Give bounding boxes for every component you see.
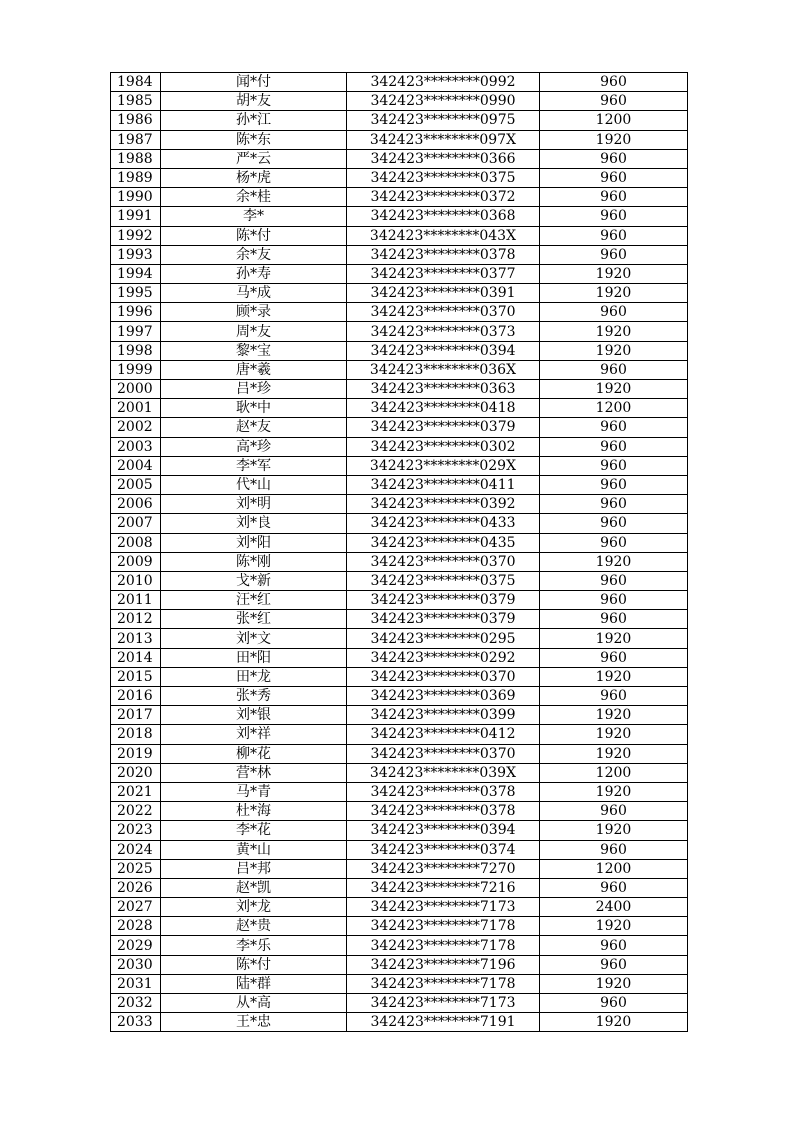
cell-name: 吕*邦 xyxy=(161,859,347,878)
cell-id-number: 342423********0992 xyxy=(347,73,540,92)
cell-name: 李*军 xyxy=(161,456,347,475)
cell-id-number: 342423********043X xyxy=(347,226,540,245)
table-row xyxy=(111,149,688,168)
cell-number: 2002 xyxy=(111,418,161,437)
cell-amount: 960 xyxy=(540,514,688,533)
cell-id-number: 342423********0418 xyxy=(347,399,540,418)
cell-number: 2026 xyxy=(111,878,161,897)
cell-id-number: 342423********0370 xyxy=(347,744,540,763)
table-row xyxy=(111,226,688,245)
cell-amount: 960 xyxy=(540,955,688,974)
table-row xyxy=(111,284,688,303)
cell-id-number: 342423********0379 xyxy=(347,610,540,629)
cell-name: 汪*红 xyxy=(161,591,347,610)
cell-number: 1998 xyxy=(111,341,161,360)
cell-amount: 1920 xyxy=(540,264,688,283)
table-row xyxy=(111,610,688,629)
table-row xyxy=(111,207,688,226)
cell-id-number: 342423********0292 xyxy=(347,648,540,667)
cell-name: 赵*凯 xyxy=(161,878,347,897)
cell-id-number: 342423********7196 xyxy=(347,955,540,974)
cell-name: 孙*江 xyxy=(161,111,347,130)
cell-id-number: 342423********0394 xyxy=(347,821,540,840)
cell-name: 李* xyxy=(161,207,347,226)
cell-number: 2033 xyxy=(111,1013,161,1032)
table-row xyxy=(111,687,688,706)
table-row xyxy=(111,360,688,379)
cell-amount: 960 xyxy=(540,456,688,475)
cell-number: 1994 xyxy=(111,264,161,283)
cell-number: 2001 xyxy=(111,399,161,418)
cell-id-number: 342423********0295 xyxy=(347,629,540,648)
cell-number: 2016 xyxy=(111,687,161,706)
cell-id-number: 342423********039X xyxy=(347,763,540,782)
cell-number: 2013 xyxy=(111,629,161,648)
cell-name: 孙*寿 xyxy=(161,264,347,283)
cell-id-number: 342423********0368 xyxy=(347,207,540,226)
cell-number: 2030 xyxy=(111,955,161,974)
cell-id-number: 342423********0370 xyxy=(347,667,540,686)
cell-amount: 960 xyxy=(540,802,688,821)
table-row xyxy=(111,629,688,648)
table-row xyxy=(111,1013,688,1032)
cell-number: 1991 xyxy=(111,207,161,226)
table-row xyxy=(111,111,688,130)
cell-name: 马*青 xyxy=(161,782,347,801)
table-row xyxy=(111,706,688,725)
cell-name: 刘*良 xyxy=(161,514,347,533)
cell-name: 黎*宝 xyxy=(161,341,347,360)
cell-amount: 1920 xyxy=(540,284,688,303)
cell-name: 田*阳 xyxy=(161,648,347,667)
cell-id-number: 342423********0372 xyxy=(347,188,540,207)
table-row xyxy=(111,303,688,322)
cell-id-number: 342423********0366 xyxy=(347,149,540,168)
cell-id-number: 342423********029X xyxy=(347,456,540,475)
cell-amount: 1920 xyxy=(540,322,688,341)
cell-amount: 1920 xyxy=(540,341,688,360)
table-row xyxy=(111,667,688,686)
cell-amount: 960 xyxy=(540,571,688,590)
table-row xyxy=(111,648,688,667)
cell-id-number: 342423********036X xyxy=(347,360,540,379)
cell-name: 余*友 xyxy=(161,245,347,264)
cell-number: 2032 xyxy=(111,994,161,1013)
cell-name: 张*红 xyxy=(161,610,347,629)
table-row xyxy=(111,917,688,936)
cell-number: 2010 xyxy=(111,571,161,590)
data-table xyxy=(110,72,688,1032)
cell-number: 2024 xyxy=(111,840,161,859)
cell-number: 2006 xyxy=(111,495,161,514)
cell-amount: 960 xyxy=(540,495,688,514)
table-row xyxy=(111,744,688,763)
cell-name: 陆*群 xyxy=(161,974,347,993)
cell-amount: 1920 xyxy=(540,782,688,801)
cell-amount: 960 xyxy=(540,687,688,706)
cell-id-number: 342423********0975 xyxy=(347,111,540,130)
cell-amount: 960 xyxy=(540,610,688,629)
cell-amount: 960 xyxy=(540,207,688,226)
cell-number: 1995 xyxy=(111,284,161,303)
cell-name: 顾*录 xyxy=(161,303,347,322)
table-row xyxy=(111,495,688,514)
cell-amount: 960 xyxy=(540,936,688,955)
cell-id-number: 342423********0377 xyxy=(347,264,540,283)
cell-id-number: 342423********0394 xyxy=(347,341,540,360)
cell-id-number: 342423********7178 xyxy=(347,974,540,993)
table-row xyxy=(111,591,688,610)
cell-amount: 1920 xyxy=(540,552,688,571)
cell-number: 2007 xyxy=(111,514,161,533)
cell-number: 1999 xyxy=(111,360,161,379)
cell-amount: 1920 xyxy=(540,667,688,686)
cell-id-number: 342423********0411 xyxy=(347,475,540,494)
cell-number: 2014 xyxy=(111,648,161,667)
cell-name: 刘*祥 xyxy=(161,725,347,744)
table-row xyxy=(111,782,688,801)
cell-amount: 1200 xyxy=(540,859,688,878)
table-row xyxy=(111,552,688,571)
table-row xyxy=(111,802,688,821)
cell-id-number: 342423********0375 xyxy=(347,571,540,590)
cell-name: 马*成 xyxy=(161,284,347,303)
table-row xyxy=(111,955,688,974)
cell-id-number: 342423********0392 xyxy=(347,495,540,514)
cell-name: 闻*付 xyxy=(161,73,347,92)
table-row xyxy=(111,130,688,149)
cell-number: 2011 xyxy=(111,591,161,610)
cell-id-number: 342423********7178 xyxy=(347,917,540,936)
cell-name: 从*高 xyxy=(161,994,347,1013)
cell-number: 2000 xyxy=(111,380,161,399)
cell-amount: 960 xyxy=(540,92,688,111)
cell-number: 2027 xyxy=(111,898,161,917)
table-row xyxy=(111,821,688,840)
cell-amount: 1920 xyxy=(540,744,688,763)
cell-name: 杜*海 xyxy=(161,802,347,821)
table-row xyxy=(111,188,688,207)
cell-id-number: 342423********0373 xyxy=(347,322,540,341)
cell-name: 黄*山 xyxy=(161,840,347,859)
cell-name: 唐*羲 xyxy=(161,360,347,379)
cell-amount: 960 xyxy=(540,245,688,264)
cell-number: 1984 xyxy=(111,73,161,92)
table-row xyxy=(111,514,688,533)
cell-id-number: 342423********7216 xyxy=(347,878,540,897)
cell-number: 1997 xyxy=(111,322,161,341)
table-row xyxy=(111,936,688,955)
cell-number: 2028 xyxy=(111,917,161,936)
cell-number: 2005 xyxy=(111,475,161,494)
cell-amount: 960 xyxy=(540,226,688,245)
cell-name: 严*云 xyxy=(161,149,347,168)
table-row xyxy=(111,994,688,1013)
table-row xyxy=(111,763,688,782)
cell-id-number: 342423********0370 xyxy=(347,552,540,571)
table-row xyxy=(111,859,688,878)
cell-number: 2031 xyxy=(111,974,161,993)
cell-amount: 1920 xyxy=(540,130,688,149)
cell-id-number: 342423********0378 xyxy=(347,245,540,264)
cell-id-number: 342423********7173 xyxy=(347,898,540,917)
cell-id-number: 342423********0391 xyxy=(347,284,540,303)
cell-amount: 960 xyxy=(540,878,688,897)
cell-name: 刘*龙 xyxy=(161,898,347,917)
cell-number: 2017 xyxy=(111,706,161,725)
table-row xyxy=(111,878,688,897)
cell-amount: 1920 xyxy=(540,380,688,399)
table-row xyxy=(111,533,688,552)
cell-number: 2008 xyxy=(111,533,161,552)
cell-id-number: 342423********0433 xyxy=(347,514,540,533)
cell-name: 高*珍 xyxy=(161,437,347,456)
cell-id-number: 342423********0378 xyxy=(347,802,540,821)
cell-id-number: 342423********0378 xyxy=(347,782,540,801)
cell-amount: 1920 xyxy=(540,1013,688,1032)
cell-name: 陈*付 xyxy=(161,226,347,245)
table-row xyxy=(111,475,688,494)
cell-name: 赵*贵 xyxy=(161,917,347,936)
cell-amount: 960 xyxy=(540,475,688,494)
cell-name: 柳*花 xyxy=(161,744,347,763)
cell-id-number: 342423********0379 xyxy=(347,591,540,610)
cell-id-number: 342423********0363 xyxy=(347,380,540,399)
cell-number: 1993 xyxy=(111,245,161,264)
cell-id-number: 342423********0435 xyxy=(347,533,540,552)
cell-number: 2004 xyxy=(111,456,161,475)
cell-name: 耿*中 xyxy=(161,399,347,418)
cell-name: 张*秀 xyxy=(161,687,347,706)
cell-amount: 960 xyxy=(540,840,688,859)
cell-id-number: 342423********0412 xyxy=(347,725,540,744)
cell-name: 余*桂 xyxy=(161,188,347,207)
cell-amount: 1200 xyxy=(540,399,688,418)
cell-amount: 960 xyxy=(540,648,688,667)
cell-number: 2015 xyxy=(111,667,161,686)
cell-amount: 960 xyxy=(540,168,688,187)
cell-name: 李*花 xyxy=(161,821,347,840)
cell-number: 1990 xyxy=(111,188,161,207)
cell-name: 杨*虎 xyxy=(161,168,347,187)
cell-amount: 1920 xyxy=(540,917,688,936)
cell-amount: 960 xyxy=(540,73,688,92)
table-row xyxy=(111,341,688,360)
cell-id-number: 342423********0370 xyxy=(347,303,540,322)
cell-id-number: 342423********0399 xyxy=(347,706,540,725)
cell-id-number: 342423********0302 xyxy=(347,437,540,456)
cell-number: 1985 xyxy=(111,92,161,111)
cell-name: 代*山 xyxy=(161,475,347,494)
cell-amount: 1200 xyxy=(540,111,688,130)
cell-number: 1989 xyxy=(111,168,161,187)
table-row xyxy=(111,840,688,859)
table-row xyxy=(111,399,688,418)
table-row xyxy=(111,264,688,283)
cell-number: 2025 xyxy=(111,859,161,878)
cell-number: 1992 xyxy=(111,226,161,245)
cell-amount: 960 xyxy=(540,437,688,456)
cell-name: 刘*银 xyxy=(161,706,347,725)
cell-amount: 1920 xyxy=(540,706,688,725)
cell-amount: 1920 xyxy=(540,974,688,993)
cell-number: 2022 xyxy=(111,802,161,821)
table-row xyxy=(111,322,688,341)
cell-id-number: 342423********0375 xyxy=(347,168,540,187)
cell-id-number: 342423********097X xyxy=(347,130,540,149)
cell-number: 2020 xyxy=(111,763,161,782)
table-row xyxy=(111,571,688,590)
cell-amount: 960 xyxy=(540,591,688,610)
cell-name: 赵*友 xyxy=(161,418,347,437)
table-row xyxy=(111,168,688,187)
table-row xyxy=(111,92,688,111)
cell-amount: 1920 xyxy=(540,725,688,744)
cell-amount: 1200 xyxy=(540,763,688,782)
cell-amount: 960 xyxy=(540,188,688,207)
cell-name: 李*乐 xyxy=(161,936,347,955)
cell-number: 2003 xyxy=(111,437,161,456)
cell-amount: 960 xyxy=(540,994,688,1013)
cell-name: 陈*付 xyxy=(161,955,347,974)
table-body xyxy=(111,73,688,1032)
cell-id-number: 342423********7173 xyxy=(347,994,540,1013)
cell-name: 王*忠 xyxy=(161,1013,347,1032)
table-row xyxy=(111,418,688,437)
table-row xyxy=(111,898,688,917)
cell-id-number: 342423********7191 xyxy=(347,1013,540,1032)
cell-name: 刘*明 xyxy=(161,495,347,514)
table-row xyxy=(111,725,688,744)
cell-amount: 960 xyxy=(540,360,688,379)
cell-name: 刘*阳 xyxy=(161,533,347,552)
cell-id-number: 342423********0369 xyxy=(347,687,540,706)
cell-name: 陈*刚 xyxy=(161,552,347,571)
cell-number: 2029 xyxy=(111,936,161,955)
cell-amount: 960 xyxy=(540,418,688,437)
cell-number: 2021 xyxy=(111,782,161,801)
cell-name: 营*林 xyxy=(161,763,347,782)
cell-name: 戈*新 xyxy=(161,571,347,590)
cell-number: 1987 xyxy=(111,130,161,149)
cell-id-number: 342423********0374 xyxy=(347,840,540,859)
table-row xyxy=(111,73,688,92)
cell-name: 田*龙 xyxy=(161,667,347,686)
table-row xyxy=(111,245,688,264)
table-row xyxy=(111,974,688,993)
cell-number: 2018 xyxy=(111,725,161,744)
cell-number: 1986 xyxy=(111,111,161,130)
cell-amount: 2400 xyxy=(540,898,688,917)
cell-amount: 960 xyxy=(540,149,688,168)
table-row xyxy=(111,456,688,475)
table-row xyxy=(111,437,688,456)
cell-amount: 1920 xyxy=(540,821,688,840)
cell-name: 胡*友 xyxy=(161,92,347,111)
cell-amount: 960 xyxy=(540,533,688,552)
cell-id-number: 342423********0990 xyxy=(347,92,540,111)
table-row xyxy=(111,380,688,399)
cell-number: 1996 xyxy=(111,303,161,322)
cell-number: 2012 xyxy=(111,610,161,629)
cell-name: 陈*东 xyxy=(161,130,347,149)
cell-name: 周*友 xyxy=(161,322,347,341)
cell-number: 2009 xyxy=(111,552,161,571)
cell-id-number: 342423********0379 xyxy=(347,418,540,437)
cell-number: 1988 xyxy=(111,149,161,168)
cell-number: 2023 xyxy=(111,821,161,840)
cell-number: 2019 xyxy=(111,744,161,763)
cell-name: 吕*珍 xyxy=(161,380,347,399)
cell-id-number: 342423********7178 xyxy=(347,936,540,955)
cell-amount: 1920 xyxy=(540,629,688,648)
cell-amount: 960 xyxy=(540,303,688,322)
cell-name: 刘*文 xyxy=(161,629,347,648)
cell-id-number: 342423********7270 xyxy=(347,859,540,878)
